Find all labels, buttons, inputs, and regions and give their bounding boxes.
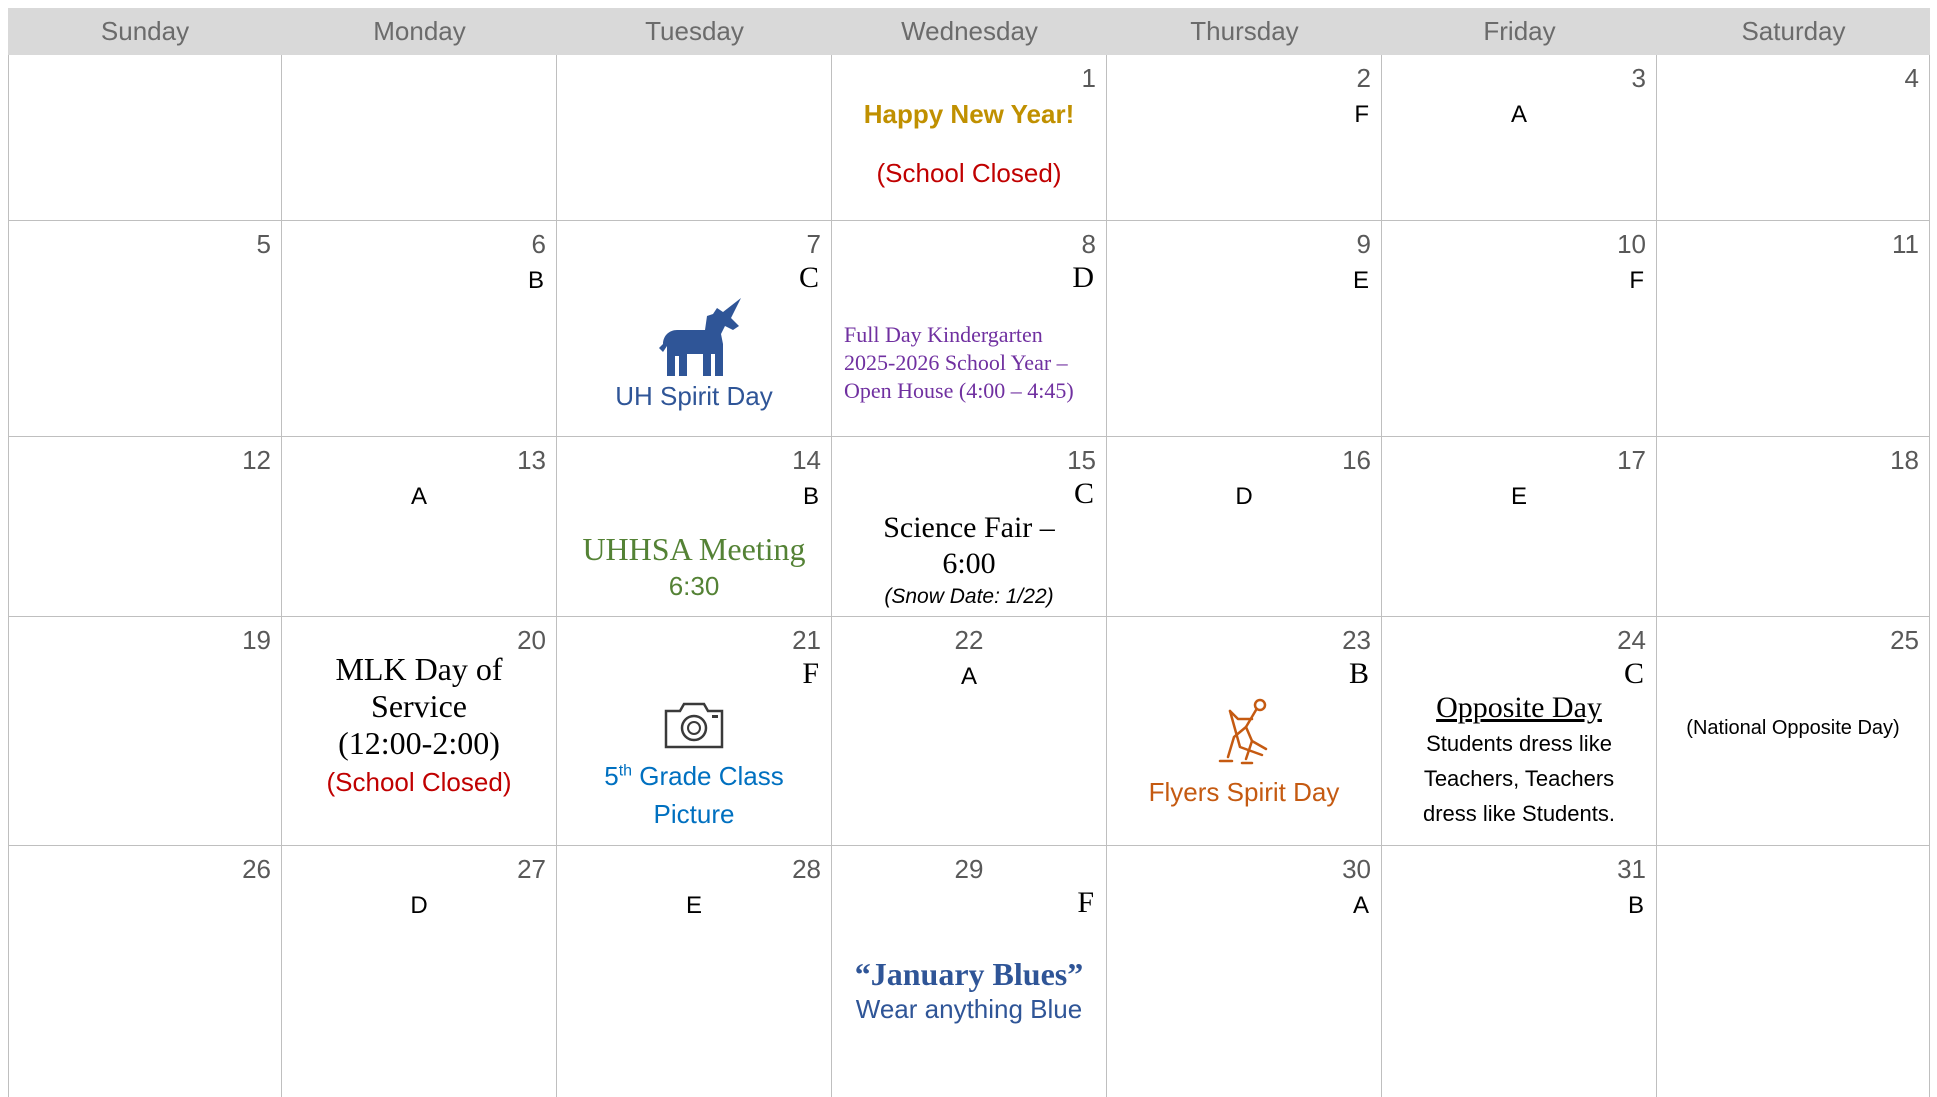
day-number: 29: [954, 854, 984, 884]
day-cell-2[interactable]: [1107, 55, 1382, 221]
day-number: 2: [1356, 63, 1371, 93]
day-number: 11: [1892, 229, 1919, 259]
day-cell-5[interactable]: [8, 221, 282, 437]
day-number: 1: [1081, 63, 1096, 93]
event-class-picture: 5th Grade Class: [604, 761, 784, 791]
day-cell-empty: [557, 55, 832, 221]
event-kindergarten-open-house: Full Day Kindergarten 2025-2026 School Year – Open House (4:00 – 4:45): [844, 322, 1074, 403]
rotation-letter: F: [1629, 267, 1644, 294]
weekday-header-tuesday: Tuesday: [557, 8, 832, 55]
camera-icon: [662, 699, 726, 751]
day-cell-19[interactable]: [8, 617, 282, 846]
day-number: 30: [1342, 854, 1371, 884]
day-number: 4: [1904, 63, 1919, 93]
event-snow-date: (Snow Date: 1/22): [884, 585, 1054, 608]
rotation-letter: A: [960, 663, 977, 690]
day-number: 7: [806, 229, 821, 259]
day-number: 14: [792, 445, 821, 475]
weekday-header-sunday: Sunday: [8, 8, 282, 55]
event-flyers-spirit-day: Flyers Spirit Day: [1148, 777, 1340, 807]
event-national-opposite-day: (National Opposite Day): [1686, 717, 1900, 739]
day-number: 26: [242, 854, 271, 884]
rotation-letter: D: [1235, 483, 1253, 510]
day-cell-12[interactable]: [8, 437, 282, 617]
day-number: 10: [1617, 229, 1646, 259]
day-number: 25: [1890, 625, 1919, 655]
day-number: 17: [1617, 445, 1646, 475]
day-cell-14[interactable]: [557, 437, 832, 617]
hockey-player-icon: [1212, 697, 1282, 767]
day-cell-20[interactable]: [282, 617, 557, 846]
day-cell-9[interactable]: [1107, 221, 1382, 437]
event-opposite-day-line2: Teachers, Teachers: [1423, 766, 1615, 791]
day-number: 12: [242, 445, 271, 475]
rotation-letter: A: [1510, 101, 1527, 128]
event-uhhsa-meeting: UHHSA Meeting: [582, 531, 806, 567]
day-cell-1[interactable]: [832, 55, 1107, 221]
day-cell-8[interactable]: [832, 221, 1107, 437]
day-number: 9: [1356, 229, 1371, 259]
event-science-fair-time: 6:00: [942, 547, 996, 580]
weekday-header-saturday: Saturday: [1657, 8, 1930, 55]
day-cell-empty: [282, 55, 557, 221]
day-cell-31[interactable]: [1382, 846, 1657, 1097]
day-cell-30[interactable]: [1107, 846, 1382, 1097]
event-school-closed: (School Closed): [326, 767, 512, 797]
day-cell-21[interactable]: [557, 617, 832, 846]
day-number: 6: [531, 229, 546, 259]
event-january-blues: “January Blues”: [854, 956, 1084, 992]
day-number: 20: [517, 625, 546, 655]
rotation-letter: D: [1072, 261, 1094, 294]
day-number: 23: [1342, 625, 1371, 655]
rotation-letter: C: [798, 261, 819, 294]
rotation-letter: B: [802, 483, 819, 510]
event-opposite-day: Opposite Day: [1436, 691, 1602, 724]
event-class-picture-2: Picture: [653, 799, 735, 829]
rotation-letter: C: [1073, 477, 1094, 510]
day-cell-25[interactable]: [1657, 617, 1930, 846]
day-number: 18: [1890, 445, 1919, 475]
rotation-letter: E: [685, 892, 702, 919]
day-cell-18[interactable]: [1657, 437, 1930, 617]
day-number: 8: [1081, 229, 1096, 259]
day-cell-11[interactable]: [1657, 221, 1930, 437]
rotation-letter: E: [1352, 267, 1369, 294]
event-happy-new-year: Happy New Year!: [863, 99, 1075, 129]
day-number: 22: [954, 625, 984, 655]
day-number: 13: [517, 445, 546, 475]
rotation-letter: B: [1348, 657, 1369, 690]
day-cell-10[interactable]: [1382, 221, 1657, 437]
day-cell-4[interactable]: [1657, 55, 1930, 221]
day-number: 15: [1067, 445, 1096, 475]
day-cell-29[interactable]: [832, 846, 1107, 1097]
rotation-letter: B: [1627, 892, 1644, 919]
weekday-header-monday: Monday: [282, 8, 557, 55]
event-mlk-day: MLK Day of: [335, 651, 503, 687]
rotation-letter: F: [802, 657, 819, 690]
event-school-closed: (School Closed): [876, 158, 1062, 188]
rotation-letter: D: [410, 892, 428, 919]
rotation-letter: F: [1077, 886, 1094, 919]
day-cell-26[interactable]: [8, 846, 282, 1097]
day-cell-6[interactable]: [282, 221, 557, 437]
day-number: 27: [517, 854, 546, 884]
event-opposite-day-line1: Students dress like: [1426, 731, 1612, 756]
rotation-letter: B: [527, 267, 544, 294]
event-uhhsa-time: 6:30: [668, 571, 720, 601]
day-cell-17[interactable]: [1382, 437, 1657, 617]
day-cell-3[interactable]: [1382, 55, 1657, 221]
day-number: 31: [1617, 854, 1646, 884]
day-cell-23[interactable]: [1107, 617, 1382, 846]
day-number: 21: [792, 625, 821, 655]
day-cell-empty: [1657, 846, 1930, 1097]
day-cell-24[interactable]: [1382, 617, 1657, 846]
weekday-header-wednesday: Wednesday: [832, 8, 1107, 55]
event-mlk-time: (12:00-2:00): [338, 725, 500, 761]
day-cell-28[interactable]: [557, 846, 832, 1097]
event-wear-blue: Wear anything Blue: [855, 994, 1083, 1024]
day-cell-empty: [8, 55, 282, 221]
rotation-letter: A: [410, 483, 427, 510]
unicorn-icon: [657, 296, 743, 378]
day-cell-27[interactable]: [282, 846, 557, 1097]
day-number: 24: [1617, 625, 1646, 655]
day-number: 28: [792, 854, 821, 884]
event-mlk-service: Service: [371, 688, 467, 724]
day-cell-15[interactable]: [832, 437, 1107, 617]
calendar-grid: [8, 8, 1930, 1097]
day-cell-7[interactable]: [557, 221, 832, 437]
day-number: 16: [1342, 445, 1371, 475]
day-number: 19: [242, 625, 271, 655]
rotation-letter: E: [1510, 483, 1527, 510]
day-number: 3: [1631, 63, 1646, 93]
weekday-header-friday: Friday: [1382, 8, 1657, 55]
day-cell-13[interactable]: [282, 437, 557, 617]
rotation-letter: A: [1352, 892, 1369, 919]
day-cell-16[interactable]: [1107, 437, 1382, 617]
day-cell-22[interactable]: [832, 617, 1107, 846]
event-opposite-day-line3: dress like Students.: [1423, 801, 1615, 826]
event-uh-spirit-day: UH Spirit Day: [615, 381, 773, 411]
event-science-fair: Science Fair –: [883, 511, 1055, 544]
day-number: 5: [256, 229, 271, 259]
rotation-letter: F: [1354, 101, 1369, 128]
rotation-letter: C: [1623, 657, 1644, 690]
weekday-header-thursday: Thursday: [1107, 8, 1382, 55]
